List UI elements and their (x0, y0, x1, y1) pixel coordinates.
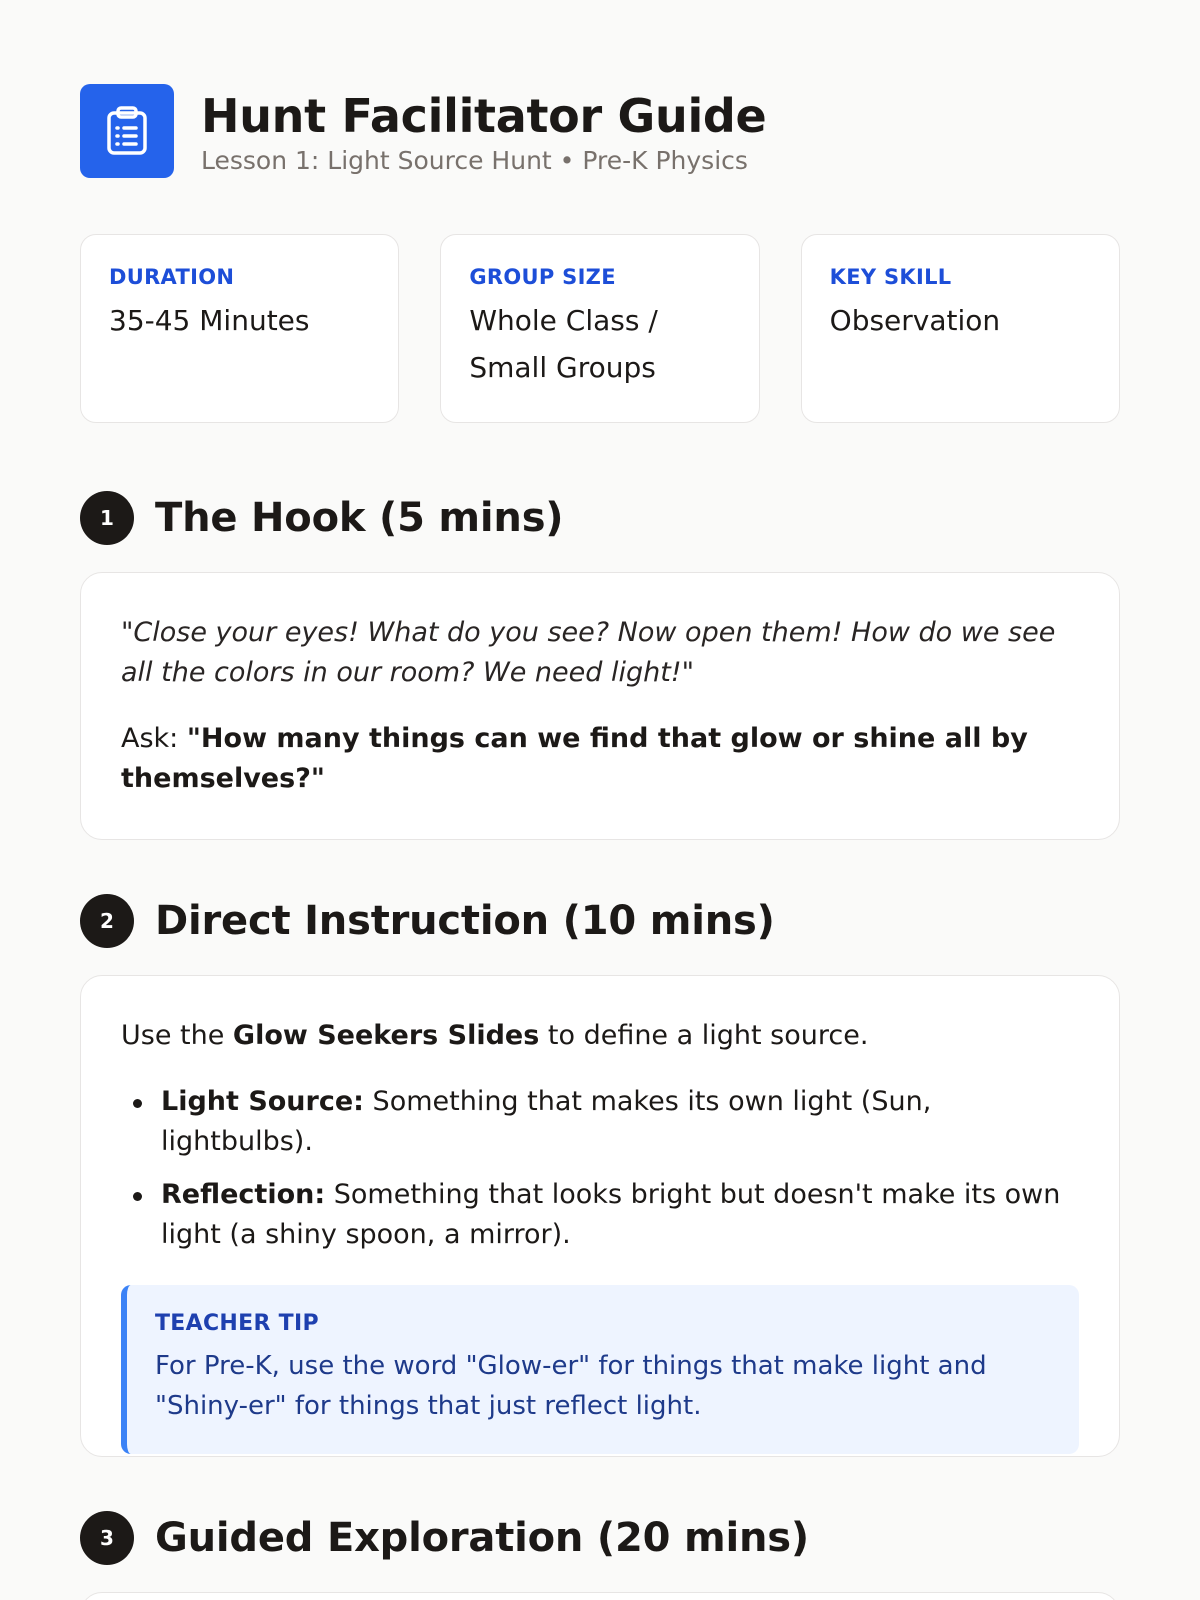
page-title: Hunt Facilitator Guide (201, 88, 767, 143)
page-subtitle: Lesson 1: Light Source Hunt • Pre-K Physics (201, 145, 748, 175)
clipboard-icon (80, 84, 174, 178)
slides-name: Glow Seekers Slides (232, 1020, 540, 1051)
hook-ask (121, 719, 1079, 799)
group-size-value: Whole Class / Small Groups (469, 304, 658, 384)
point-term: Reflection: (161, 1179, 326, 1210)
ask-prefix: Ask: (121, 723, 187, 754)
tip-label: TEACHER TIP (155, 1311, 319, 1336)
intro-suffix: to define a light source. (539, 1020, 869, 1051)
group-size-label: GROUP SIZE (469, 265, 616, 289)
info-cards (80, 234, 1120, 423)
section-title: The Hook (5 mins) (155, 495, 564, 541)
key-skill-label: KEY SKILL (829, 265, 952, 289)
duration-label: DURATION (109, 265, 235, 289)
exploration-card (80, 1592, 1120, 1600)
section-title: Direct Instruction (10 mins) (155, 898, 775, 944)
tip-text: For Pre-K, use the word "Glow-er" for things that make light and "Shiny-er" for things that just reflect light. (155, 1351, 987, 1421)
list-item (121, 1175, 1079, 1255)
group-size-card (440, 234, 759, 423)
point-term: Light Source: (161, 1086, 364, 1117)
definition-list (121, 1082, 1079, 1255)
hook-quote: "Close your eyes! What do you see? Now open them! How do we see all the colors in our room? We need light!" (121, 617, 1056, 688)
key-skill-card (801, 234, 1120, 423)
key-skill-value: Observation (829, 304, 1001, 337)
page-header (80, 84, 766, 178)
step-number-badge: 3 (80, 1511, 134, 1565)
duration-card (80, 234, 399, 423)
section-exploration-heading (80, 1511, 809, 1565)
point-text: Something that makes its own light (Sun, lightbulbs). (161, 1086, 932, 1157)
step-number-badge: 1 (80, 491, 134, 545)
list-item (121, 1082, 1079, 1162)
instruction-card (80, 975, 1120, 1457)
ask-question: "How many things can we find that glow or shine all by themselves?" (121, 723, 1028, 794)
section-title: Guided Exploration (20 mins) (155, 1515, 809, 1561)
point-text: Something that looks bright but doesn't make its own light (a shiny spoon, a mirror). (161, 1179, 1061, 1250)
hook-card (80, 572, 1120, 840)
section-instruction-heading (80, 894, 775, 948)
instruction-intro (121, 1016, 1079, 1056)
section-hook-heading (80, 491, 563, 545)
intro-prefix: Use the (121, 1020, 233, 1051)
step-number-badge: 2 (80, 894, 134, 948)
duration-value: 35-45 Minutes (109, 304, 310, 337)
teacher-tip-callout (121, 1285, 1079, 1454)
